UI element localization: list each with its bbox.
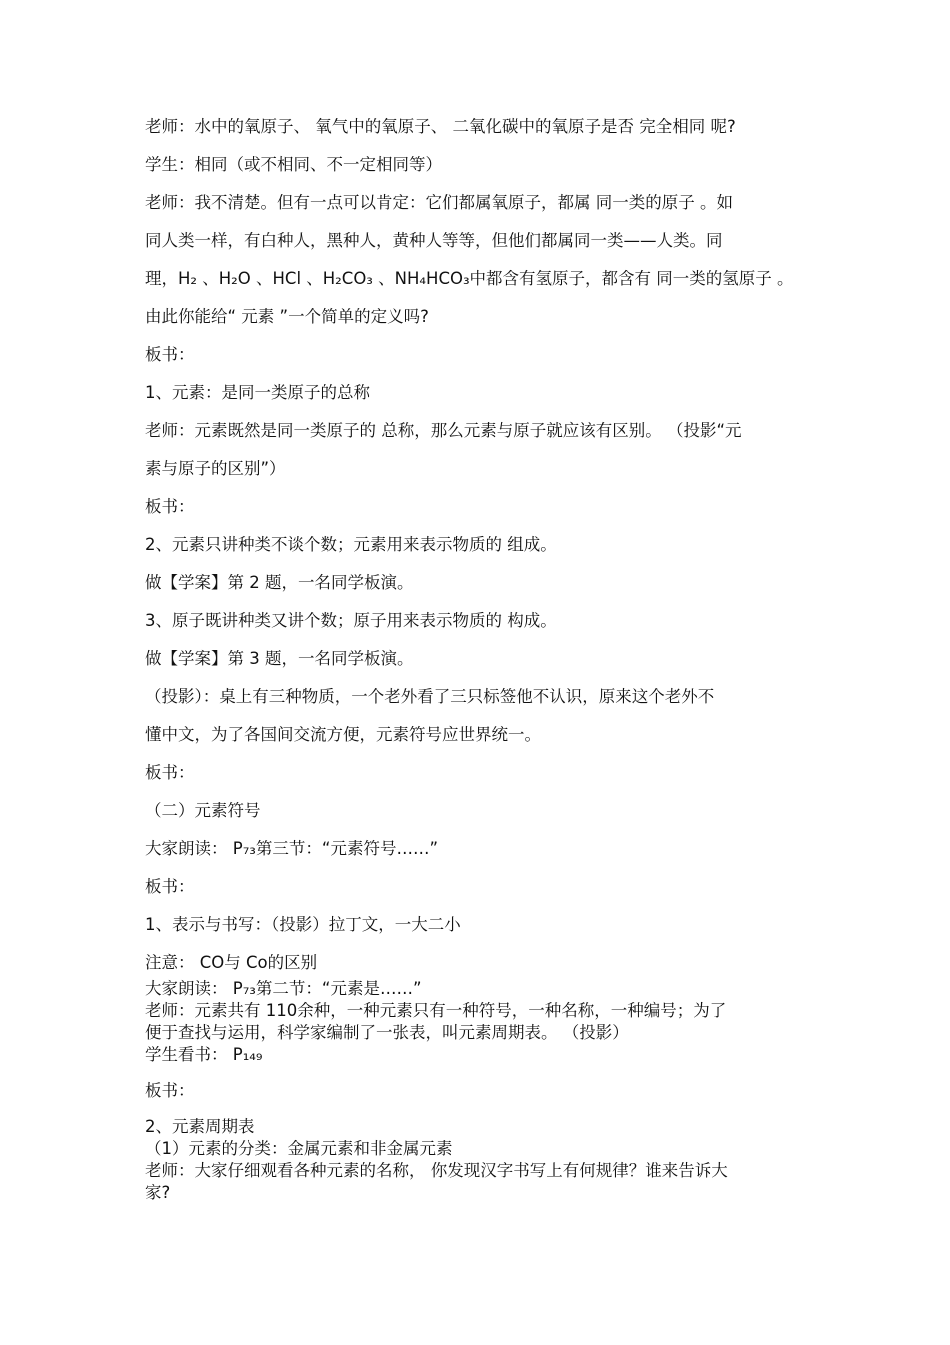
- text-line: 2、元素只讲种类不谈个数；元素用来表示物质的 组成。: [145, 535, 557, 554]
- text-line: 板书：: [145, 497, 195, 516]
- text-line: 学生：相同（或不相同、不一定相同等）: [145, 155, 442, 174]
- text-line: 板书：: [145, 877, 195, 896]
- text-line: 家?: [145, 1183, 171, 1202]
- text-line: 1、元素：是同一类原子的总称: [145, 383, 370, 402]
- text-line: （投影）：桌上有三种物质，一个老外看了三只标签他不认识，原来这个老外不: [145, 687, 715, 706]
- text-line: 老师：元素既然是同一类原子的 总称，那么元素与原子就应该有区别。 （投影“元: [145, 421, 742, 440]
- text-line: 便于查找与运用，科学家编制了一张表，叫元素周期表。 （投影）: [145, 1023, 629, 1042]
- text-line: 做【学案】第 3 题，一名同学板演。: [145, 649, 414, 668]
- text-line: 老师：我不清楚。但有一点可以肯定：它们都属氧原子，都属 同一类的原子 。如: [145, 193, 733, 212]
- text-line: 理，H₂ 、H₂O 、HCl 、H₂CO₃ 、NH₄HCO₃中都含有氢原子，都含有 同一类的氢原子 。: [145, 269, 794, 288]
- text-line: 1、表示与书写：（投影）拉丁文，一大二小: [145, 915, 461, 934]
- text-line: 老师：大家仔细观看各种元素的名称， 你发现汉字书写上有何规律？谁来告诉大: [145, 1161, 728, 1180]
- document-body: [145, 116, 813, 1204]
- text-line: 学生看书： P₁₄₉: [145, 1045, 263, 1064]
- text-line: 板书：: [145, 345, 195, 364]
- text-line: 做【学案】第 2 题，一名同学板演。: [145, 573, 414, 592]
- text-line: 注意： CO与 Co的区别: [145, 953, 318, 972]
- text-line: 素与原子的区别”）: [145, 459, 286, 478]
- text-line: 由此你能给“ 元素 ”一个简单的定义吗?: [145, 307, 429, 326]
- text-line: 板书：: [145, 1081, 195, 1100]
- text-line: （二）元素符号: [145, 801, 261, 820]
- text-line: 2、元素周期表: [145, 1117, 255, 1136]
- text-line: 老师：水中的氧原子、 氧气中的氧原子、 二氧化碳中的氧原子是否 完全相同 呢?: [145, 117, 736, 136]
- text-line: 大家朗读： P₇₃第三节：“元素符号……”: [145, 839, 439, 858]
- text-line: 3、原子既讲种类又讲个数；原子用来表示物质的 构成。: [145, 611, 557, 630]
- text-line: 老师：元素共有 110余种，一种元素只有一种符号，一种名称，一种编号；为了: [145, 1001, 727, 1020]
- text-line: 同人类一样，有白种人，黑种人，黄种人等等，但他们都属同一类——人类。同: [145, 231, 723, 250]
- text-line: 板书：: [145, 763, 195, 782]
- text-line: 懂中文，为了各国间交流方便，元素符号应世界统一。: [145, 725, 541, 744]
- text-line: （1）元素的分类：金属元素和非金属元素: [145, 1139, 453, 1158]
- text-line: 大家朗读： P₇₃第二节：“元素是……”: [145, 979, 422, 998]
